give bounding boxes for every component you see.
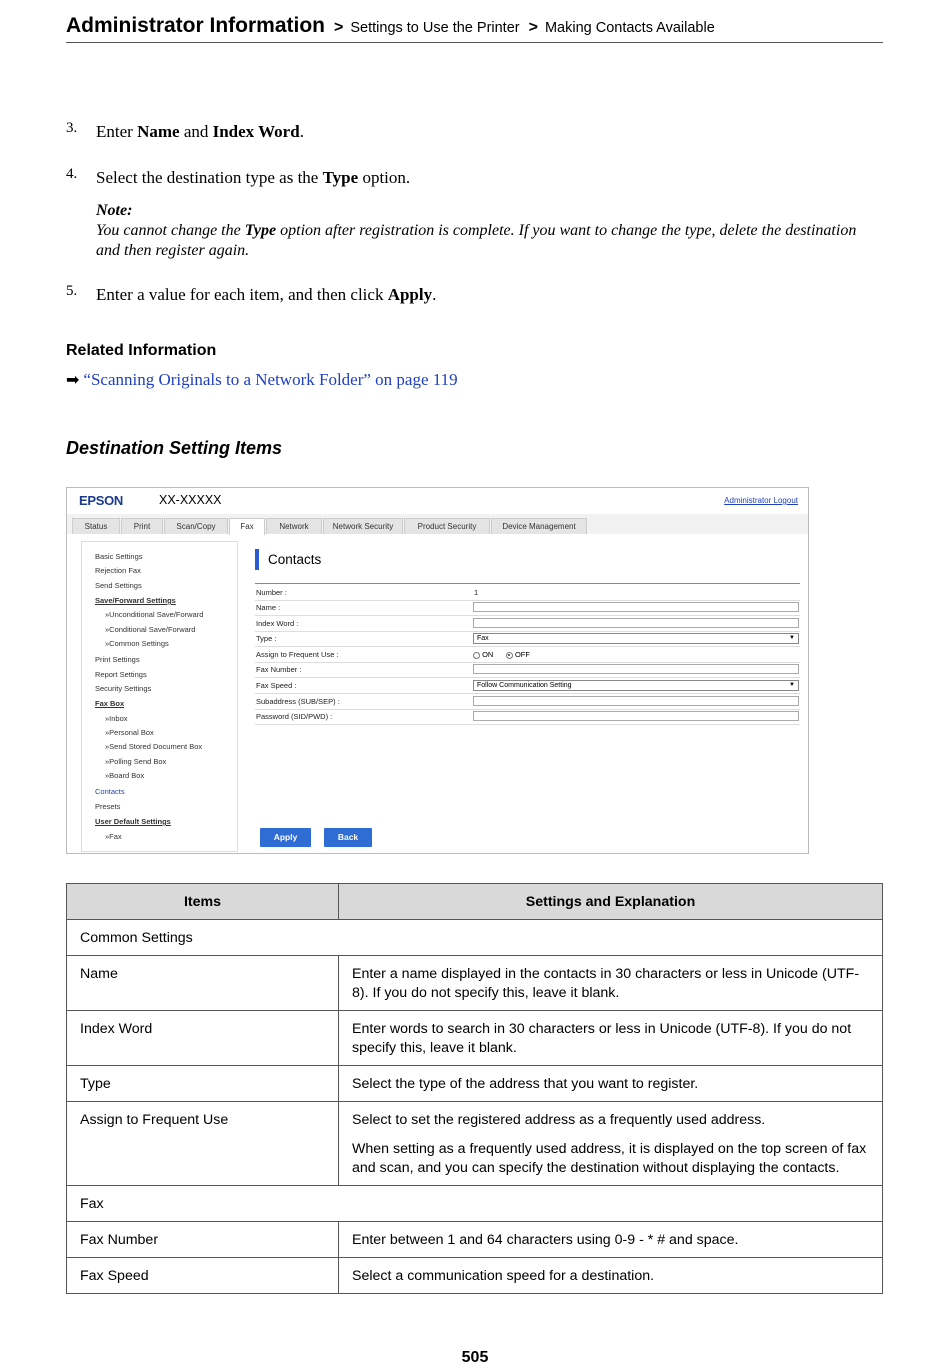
nav-polling-send-box[interactable]: »Polling Send Box [105, 757, 167, 766]
web-config-screenshot [66, 487, 809, 854]
tab-status[interactable]: Status [72, 518, 120, 534]
related-link-text[interactable]: “Scanning Originals to a Network Folder” on page 119 [83, 370, 458, 389]
table-row [67, 1102, 883, 1186]
subsection-heading: Destination Setting Items [66, 438, 283, 458]
left-nav [81, 541, 238, 852]
nav-report-settings[interactable]: Report Settings [95, 670, 147, 679]
radio-on-label: ON [482, 650, 494, 659]
chevron-down-icon: ▼ [789, 635, 795, 641]
row-subaddress [255, 694, 800, 710]
table-section-row [67, 1186, 883, 1222]
item-description: Enter words to search in 30 characters or less in Unicode (UTF-8). If you do not specify this, leave it blank. [339, 1011, 883, 1066]
radio-off[interactable] [506, 652, 513, 659]
row-type [255, 631, 800, 647]
nav-personal-box[interactable]: »Personal Box [105, 728, 154, 737]
back-button[interactable]: Back [324, 828, 372, 847]
settings-table [66, 883, 883, 1294]
item-description: Enter between 1 and 64 characters using 0-9 - * # and space. [339, 1222, 883, 1258]
logout-link[interactable]: Administrator Logout [724, 496, 798, 505]
number-label: Number : [256, 588, 287, 597]
nav-presets[interactable]: Presets [95, 802, 121, 811]
item-name: Name [67, 956, 339, 1011]
nav-save-forward-settings[interactable]: Save/Forward Settings [95, 596, 176, 605]
frequent-use-radios [473, 650, 530, 659]
breadcrumb-separator: > [528, 19, 538, 36]
subaddress-input[interactable] [473, 696, 799, 706]
tab-scan-copy[interactable]: Scan/Copy [164, 518, 228, 534]
item-name: Index Word [67, 1011, 339, 1066]
nav-conditional-save-forward[interactable]: »Conditional Save/Forward [105, 625, 196, 634]
row-frequent-use [255, 647, 800, 663]
step-text: Enter a value for each item, and then click Apply. [96, 285, 437, 304]
index-word-input[interactable] [473, 618, 799, 628]
note-title: Note: [96, 202, 133, 219]
model-name: XX-XXXXX [159, 493, 222, 507]
tab-bar [67, 514, 808, 534]
contacts-title: Contacts [255, 549, 321, 570]
table-row [67, 956, 883, 1011]
fax-speed-select[interactable]: Follow Communication Setting ▼ [473, 680, 799, 691]
related-link[interactable] [66, 370, 458, 390]
breadcrumb-separator: > [334, 19, 344, 36]
arrow-right-icon: ➡ [66, 370, 80, 389]
item-description: Select to set the registered address as a frequently used address. When setting as a frequently used address, it is displayed on the top screen of fax and scan, and you can specify the destination without displaying the contacts. [339, 1102, 883, 1186]
index-word-label: Index Word : [256, 619, 299, 628]
row-fax-speed [255, 678, 800, 694]
nav-fax-box[interactable]: Fax Box [95, 699, 125, 708]
table-row [67, 1011, 883, 1066]
subaddress-label: Subaddress (SUB/SEP) : [256, 697, 340, 706]
step-number: 3. [66, 120, 78, 136]
tab-network[interactable]: Network [266, 518, 322, 534]
table-section-row [67, 920, 883, 956]
tab-network-security[interactable]: Network Security [323, 518, 403, 534]
item-name: Fax Speed [67, 1258, 339, 1294]
tab-product-security[interactable]: Product Security [404, 518, 490, 534]
item-name: Fax Number [67, 1222, 339, 1258]
page-number: 505 [461, 1349, 489, 1366]
title-divider [255, 583, 800, 584]
top-bar [67, 488, 808, 515]
breadcrumb-item[interactable]: Settings to Use the Printer [350, 20, 520, 36]
row-fax-number [255, 662, 800, 678]
nav-board-box[interactable]: »Board Box [105, 771, 145, 780]
section-title: Administrator Information [66, 14, 326, 37]
fax-speed-label: Fax Speed : [256, 681, 297, 690]
nav-print-settings[interactable]: Print Settings [95, 655, 140, 664]
related-information-heading: Related Information [66, 342, 217, 359]
row-password [255, 709, 800, 725]
section-label: Common Settings [67, 920, 883, 956]
nav-unconditional-save-forward[interactable]: »Unconditional Save/Forward [105, 610, 204, 619]
section-label: Fax [67, 1186, 883, 1222]
nav-user-default-settings[interactable]: User Default Settings [95, 817, 171, 826]
table-row [67, 1258, 883, 1294]
fax-number-input[interactable] [473, 664, 799, 674]
nav-send-settings[interactable]: Send Settings [95, 581, 142, 590]
note-block [96, 201, 881, 261]
nav-basic-settings[interactable]: Basic Settings [95, 552, 143, 561]
row-name [255, 600, 800, 616]
epson-logo: EPSON [79, 493, 124, 508]
tab-fax[interactable]: Fax [229, 518, 265, 535]
frequent-use-label: Assign to Frequent Use : [256, 650, 339, 659]
name-input[interactable] [473, 602, 799, 612]
step-number: 4. [66, 166, 78, 182]
nav-common-settings[interactable]: »Common Settings [105, 639, 169, 648]
column-header-settings: Settings and Explanation [339, 884, 883, 920]
breadcrumb-item[interactable]: Making Contacts Available [544, 20, 715, 36]
apply-button[interactable]: Apply [260, 828, 311, 847]
table-header-row [67, 884, 883, 920]
password-input[interactable] [473, 711, 799, 721]
type-label: Type : [256, 634, 277, 643]
item-description: Enter a name displayed in the contacts in 30 characters or less in Unicode (UTF-8). If you do not specify this, leave it blank. [339, 956, 883, 1011]
nav-security-settings[interactable]: Security Settings [95, 684, 152, 693]
chevron-down-icon: ▼ [789, 682, 795, 688]
password-label: Password (SID/PWD) : [256, 712, 333, 721]
item-name: Assign to Frequent Use [67, 1102, 339, 1186]
radio-on[interactable] [473, 652, 480, 659]
column-header-items: Items [67, 884, 339, 920]
tab-device-management[interactable]: Device Management [491, 518, 587, 534]
step-text: Select the destination type as the Type option. [96, 168, 411, 187]
step-number: 5. [66, 283, 78, 299]
nav-contacts[interactable]: Contacts [95, 787, 125, 796]
number-value: 1 [474, 588, 479, 597]
fax-number-label: Fax Number : [256, 665, 302, 674]
name-label: Name : [256, 603, 281, 612]
row-number [255, 585, 800, 601]
nav-inbox[interactable]: »Inbox [105, 714, 128, 723]
item-description: Select a communication speed for a destination. [339, 1258, 883, 1294]
item-description: Select the type of the address that you want to register. [339, 1066, 883, 1102]
nav-rejection-fax[interactable]: Rejection Fax [95, 566, 141, 575]
table-row [67, 1066, 883, 1102]
tab-print[interactable]: Print [121, 518, 163, 534]
radio-off-label: OFF [514, 650, 530, 659]
row-index-word [255, 616, 800, 632]
table-row [67, 1222, 883, 1258]
item-name: Type [67, 1066, 339, 1102]
note-text: You cannot change the Type option after registration is complete. If you want to change the type, delete the destination and then register again. [96, 222, 857, 259]
breadcrumb-header [66, 14, 883, 43]
nav-fax[interactable]: »Fax [105, 832, 122, 841]
step-text: Enter Name and Index Word. [96, 122, 304, 141]
type-select[interactable]: Fax ▼ [473, 633, 799, 644]
nav-send-stored-document-box[interactable]: »Send Stored Document Box [105, 742, 203, 751]
